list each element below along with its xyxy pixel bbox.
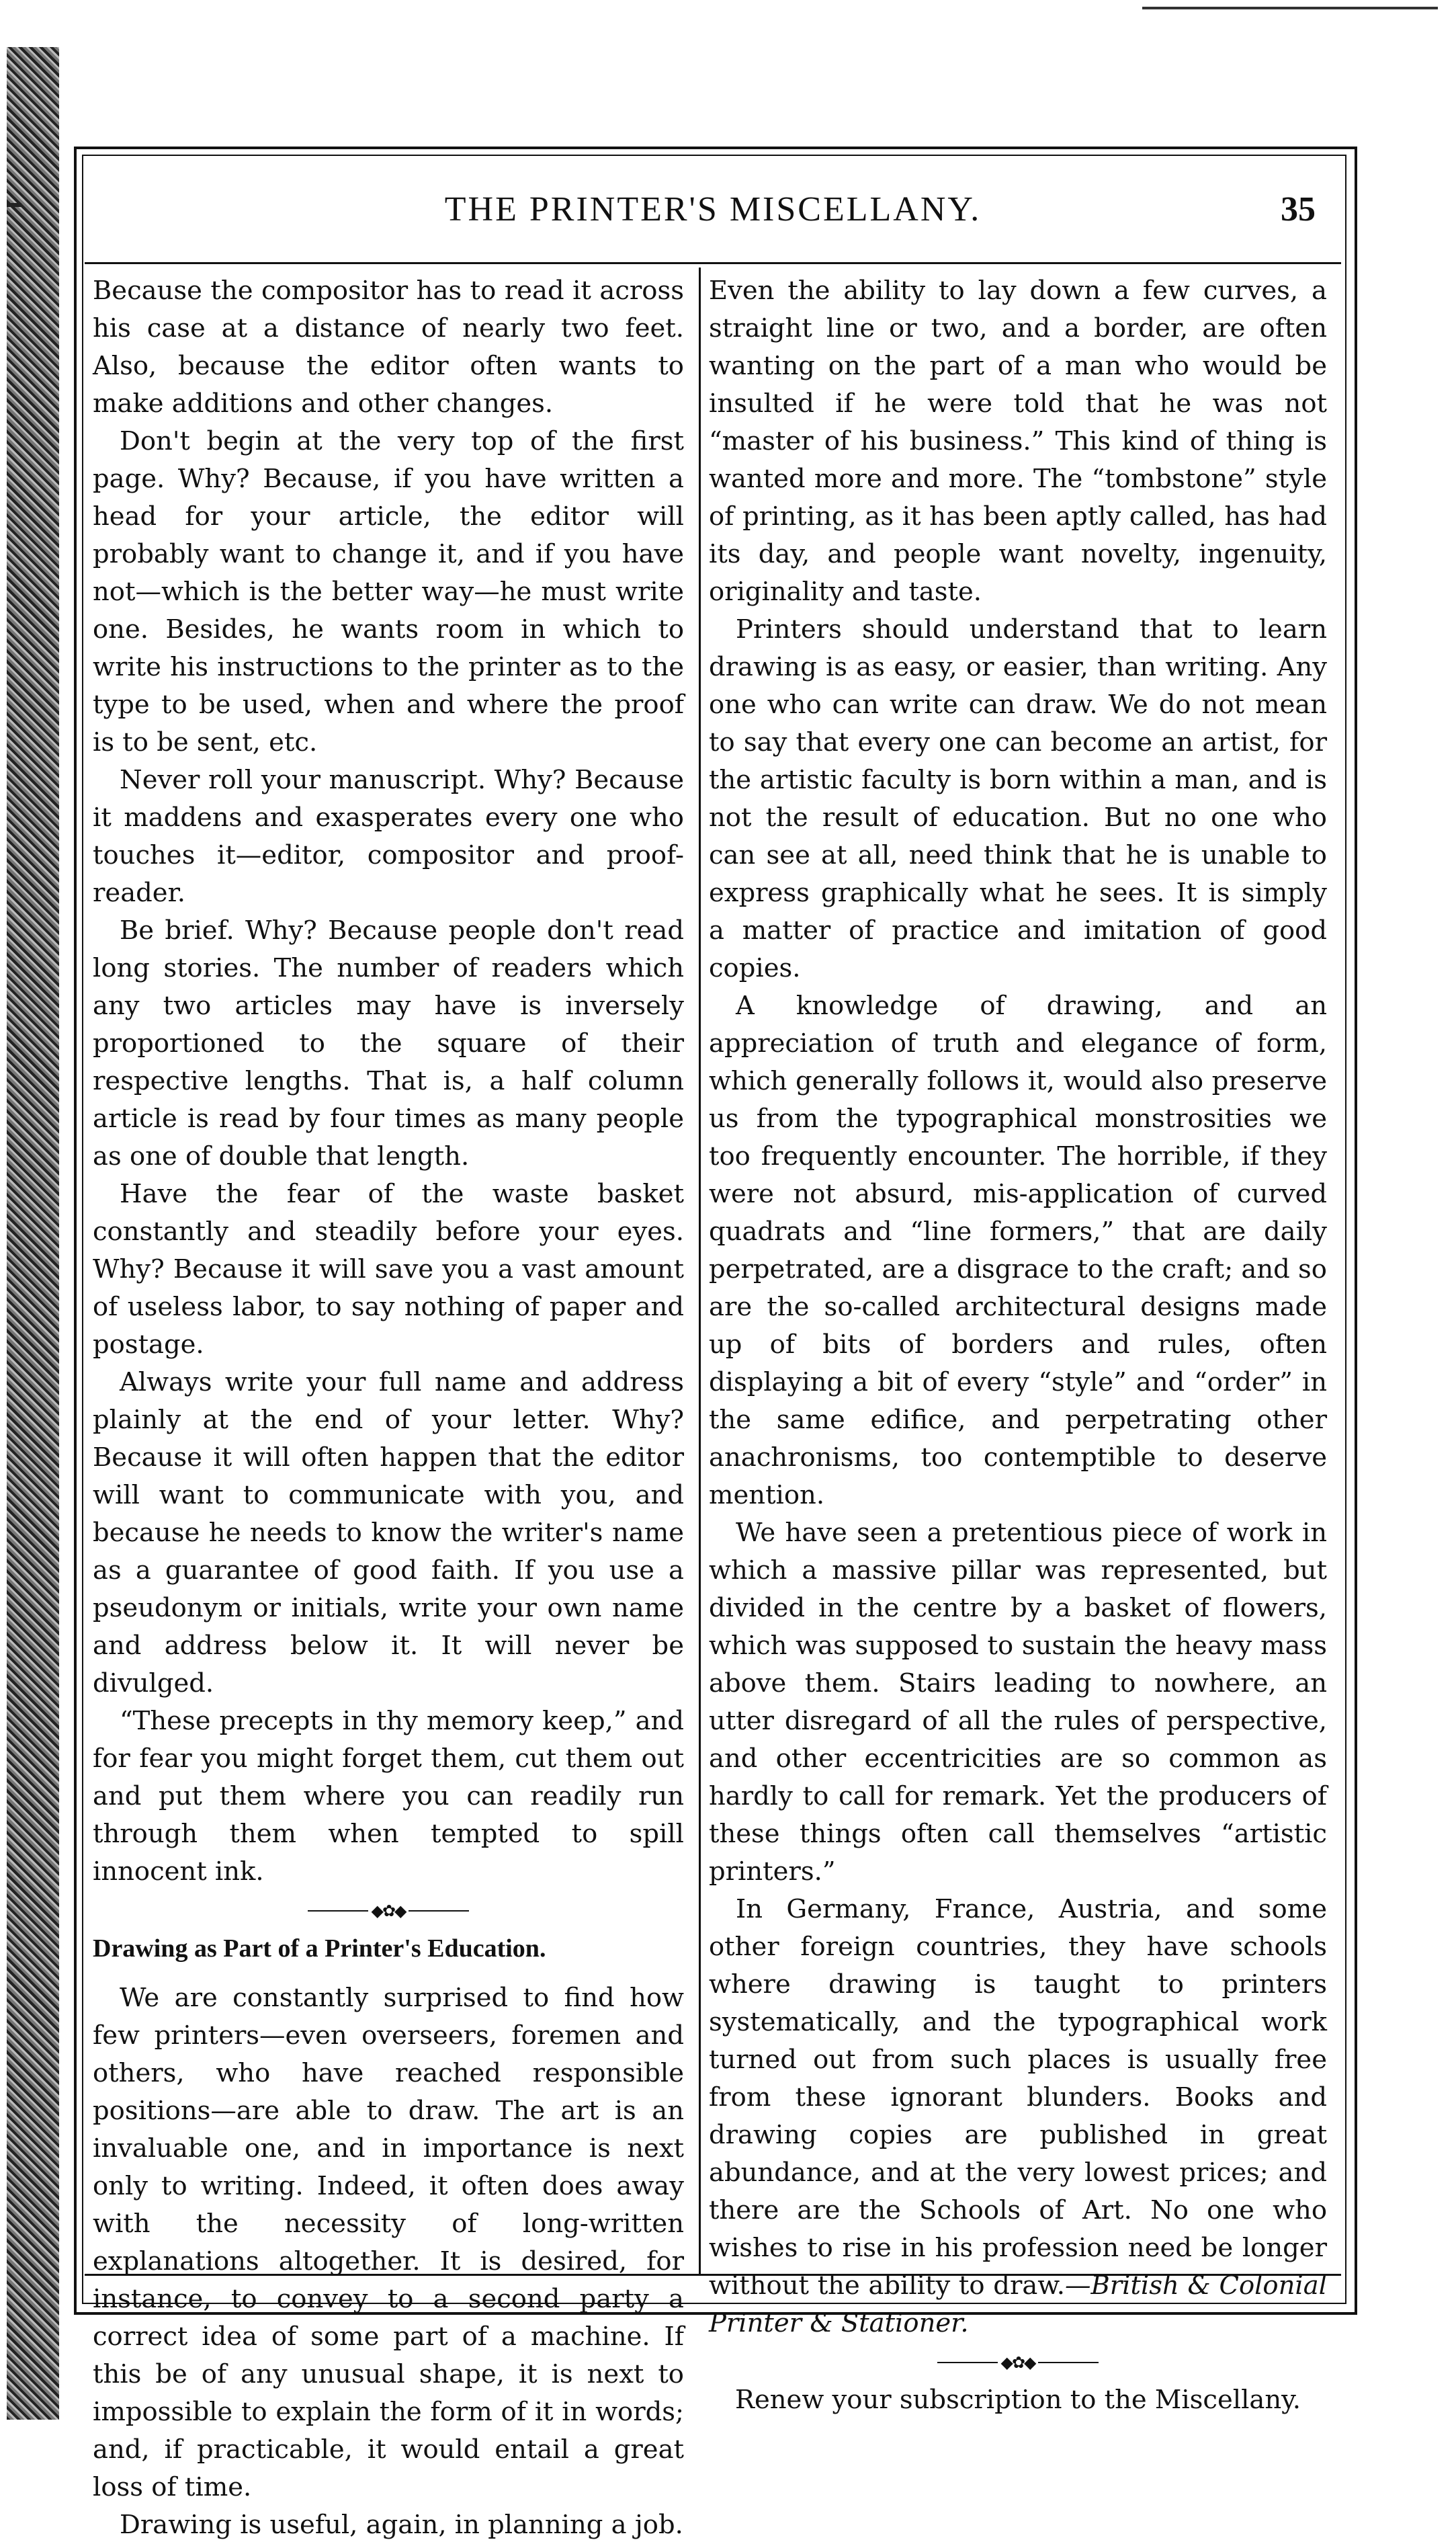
source-credit: —British & Colonial Printer & Stationer. xyxy=(709,2270,1327,2338)
left-column xyxy=(93,272,684,2544)
binding-tick xyxy=(7,203,22,207)
section-ornament xyxy=(93,1896,684,1924)
paragraph xyxy=(709,1891,1327,2342)
ornament-rule xyxy=(1038,2362,1099,2363)
paragraph: Printers should understand that to learn drawing is as easy, or easier, than writing. Any one who can write can draw. We do not mean to say that every one can become an artist, for the artistic faculty is born within a man, and is not the result of education. But no one who can see at all, need think that he is unable to express graphically what he sees. It is simply a matter of practice and imitation of good copies. xyxy=(709,614,1327,983)
paragraph: “These precepts in thy memory keep,” and for fear you might forget them, cut them out and put them where you can readily run through them when tempted to spill innocent ink. xyxy=(93,1706,684,1887)
paragraph: Because the compositor has to read it across his case at a distance of nearly two feet. Also, because the editor often wants to make additions and other changes. xyxy=(93,276,684,419)
section-ornament xyxy=(709,2348,1327,2376)
header-rule xyxy=(85,262,1341,264)
subscription-notice: Renew your subscription to the Miscellany. xyxy=(734,2384,1301,2415)
paragraph: Drawing is useful, again, in planning a job. xyxy=(120,2509,683,2540)
ornament-rule xyxy=(937,2362,998,2363)
article-heading: Drawing as Part of a Printer's Education. xyxy=(93,1934,546,1963)
paragraph: Never roll your manuscript. Why? Because it maddens and exasperates every one who touches it—editor, compositor and proof-reader. xyxy=(93,765,684,908)
paragraph: Always write your full name and address plainly at the end of your letter. Why? Because it will often happen that the editor will want to communicate with you, and because he needs to know the writer's name as a guarantee of good faith. If you use a pseudonym or initials, write your own name and address below it. It will never be divulged. xyxy=(93,1367,684,1698)
paragraph: A knowledge of drawing, and an appreciation of truth and elegance of form, which generally follows it, would also preserve us from the typographical monstrosities we too frequently encounter. The horrible, if they were not absurd, mis-application of curved quadrats and “line formers,” that are daily perpetrated, are a disgrace to the craft; and so are the so-called architectural designs made up of bits of borders and rules, often displaying a bit of every “style” and “order” in the same edifice, and perpetrating other anachronisms, too contemptible to deserve mention. xyxy=(709,991,1327,1510)
ornament-flourish-icon: ◆✿◆ xyxy=(371,1901,406,1920)
paragraph: Even the ability to lay down a few curves, a straight line or two, and a border, are often wanting on the part of a man who would be insulted if he were told that he was not “master of his business.” This kind of thing is wanted more and more. The “tombstone” style of printing, as it has been aptly called, has had its day, and people want novelty, ingenuity, originality and taste. xyxy=(709,276,1327,607)
top-edge-rule xyxy=(1142,7,1438,9)
paragraph: Be brief. Why? Because people don't read long stories. The number of readers which any two articles may have is inversely proportioned to the square of their respective lengths. That is, a half column article is read by four times as many people as one of double that length. xyxy=(93,915,684,1172)
ornament-rule xyxy=(308,1910,368,1912)
paragraph: Have the fear of the waste basket constantly and steadily before your eyes. Why? Because it will save you a vast amount of useless labor, to say nothing of paper and postage. xyxy=(93,1179,684,1360)
paragraph: We have seen a pretentious piece of work in which a massive pillar was represented, but divided in the centre by a basket of flowers, which was supposed to sustain the heavy mass above them. Stairs leading to nowhere, an utter disregard of all the rules of perspective, and other eccentricities are so common as hardly to call for remark. Yet the producers of these things often call themselves “artistic printers.” xyxy=(709,1518,1327,1887)
column-divider xyxy=(699,268,701,2274)
paragraph: Don't begin at the very top of the first page. Why? Because, if you have written a head for your article, the editor will probably want to change it, and if you have not—which is the better way—he must write one. Besides, he wants room in which to write his instructions to the printer as to the type to be used, when and where the proof is to be sent, etc. xyxy=(93,426,684,757)
paragraph: We are constantly surprised to find how few printers—even overseers, foremen and others, who have reached responsible positions—are able to draw. The art is an invaluable one, and in importance is next only to writing. Indeed, it often does away with the necessity of long-written explanations altogether. It is desired, for instance, to convey to a second party a correct idea of some part of a machine. If this be of any unusual shape, it is next to impossible to explain the form of it in words; and, if practicable, it would entail a great loss of time. xyxy=(93,1982,684,2502)
binding-strip xyxy=(7,47,59,2420)
ornament-flourish-icon: ◆✿◆ xyxy=(1000,2352,1035,2372)
right-column xyxy=(709,272,1327,2419)
page-header xyxy=(85,190,1341,237)
page-title: THE PRINTER'S MISCELLANY. xyxy=(444,190,982,229)
page-number: 35 xyxy=(1281,190,1316,229)
ornament-rule xyxy=(409,1910,469,1912)
paragraph-text: In Germany, France, Austria, and some other foreign countries, they have schools where drawing is taught to printers systematically, and the typographical work turned out from such places is usually free from these ignorant blunders. Books and drawing copies are published in great abundance, and at the very lowest prices; and there are the Schools of Art. No one who wishes to rise in his profession need be longer without the ability to draw. xyxy=(709,1894,1327,2301)
